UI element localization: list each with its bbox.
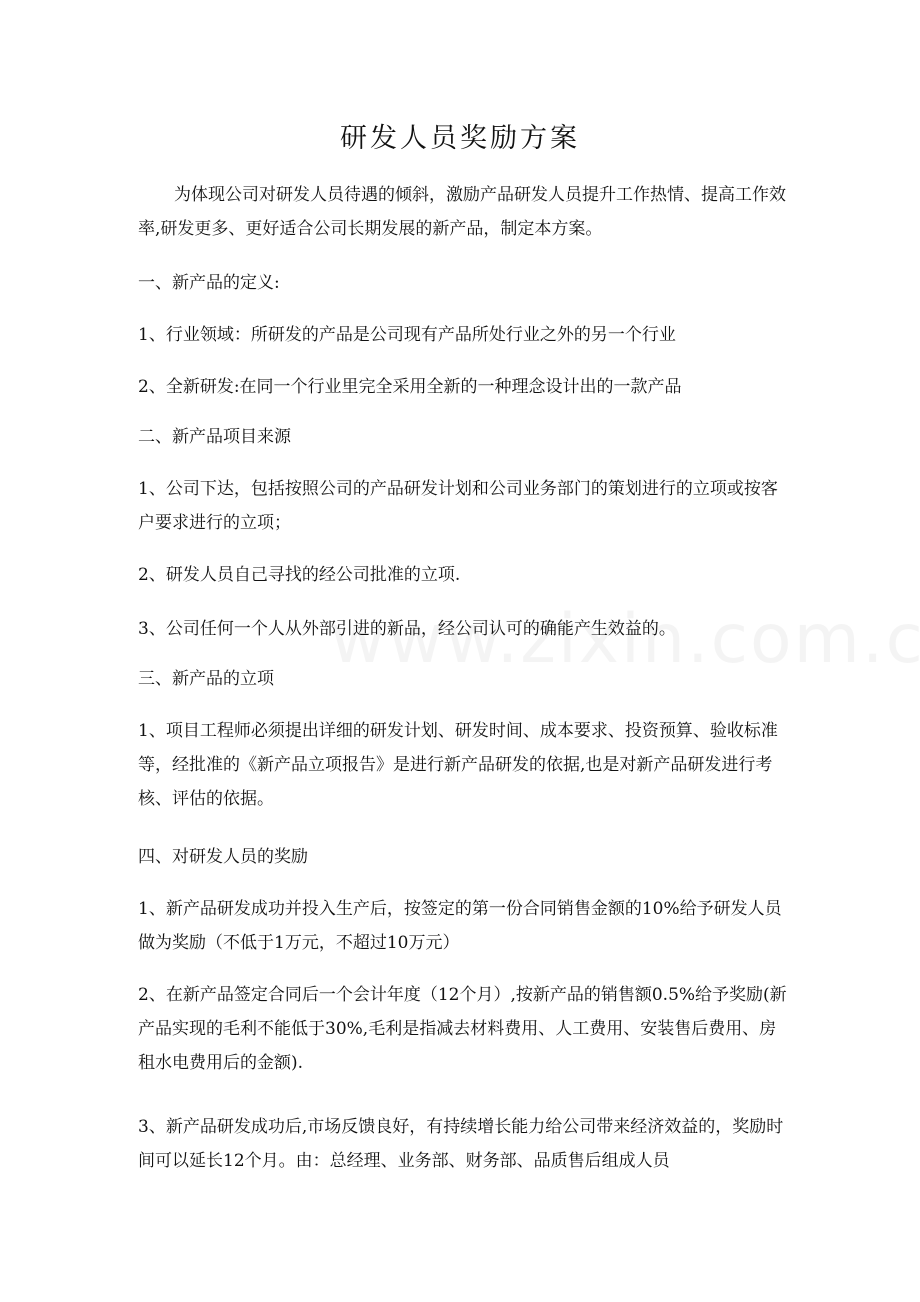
section-heading-definition: 一、新产品的定义:	[138, 273, 280, 293]
section-heading-source: 二、新产品项目来源	[138, 427, 291, 447]
intro-paragraph: 为体现公司对研发人员待遇的倾斜，激励产品研发人员提升工作热情、提高工作效率,研发更多、更好适合公司长期发展的新产品，制定本方案。	[138, 185, 786, 239]
reward-item-3: 3、新产品研发成功后,市场反馈良好，有持续增长能力给公司带来经济效益的，奖励时间可以延长12个月。由：总经理、业务部、财务部、品质售后组成人员	[138, 1117, 784, 1171]
source-item-2: 2、研发人员自己寻找的经公司批准的立项.	[138, 565, 461, 585]
document-title: 研发人员奖励方案	[340, 123, 580, 154]
approval-item-1: 1、项目工程师必须提出详细的研发计划、研发时间、成本要求、投资预算、验收标准等，经批准的《新产品立项报告》是进行新产品研发的依据,也是对新产品研发进行考核、评估的依据。	[138, 721, 778, 809]
definition-item-1: 1、行业领域：所研发的产品是公司现有产品所处行业之外的另一个行业	[138, 325, 676, 345]
definition-item-2: 2、全新研发:在同一个行业里完全采用全新的一种理念设计出的一款产品	[138, 377, 682, 397]
reward-item-1: 1、新产品研发成功并投入生产后，按签定的第一份合同销售金额的10%给予研发人员做为奖励（不低于1万元，不超过10万元）	[138, 899, 782, 953]
section-heading-approval: 三、新产品的立项	[138, 669, 274, 689]
section-heading-rewards: 四、对研发人员的奖励	[138, 847, 308, 867]
source-item-3: 3、公司任何一个人从外部引进的新品，经公司认可的确能产生效益的。	[138, 619, 676, 639]
reward-item-2: 2、在新产品签定合同后一个会计年度（12个月）,按新产品的销售额0.5%给予奖励(新产品实现的毛利不能低于30%,毛利是指减去材料费用、人工费用、安装售后费用、房租水电费用后的金额).	[138, 985, 787, 1073]
source-item-1: 1、公司下达，包括按照公司的产品研发计划和公司业务部门的策划进行的立项或按客户要求进行的立项；	[138, 479, 778, 533]
